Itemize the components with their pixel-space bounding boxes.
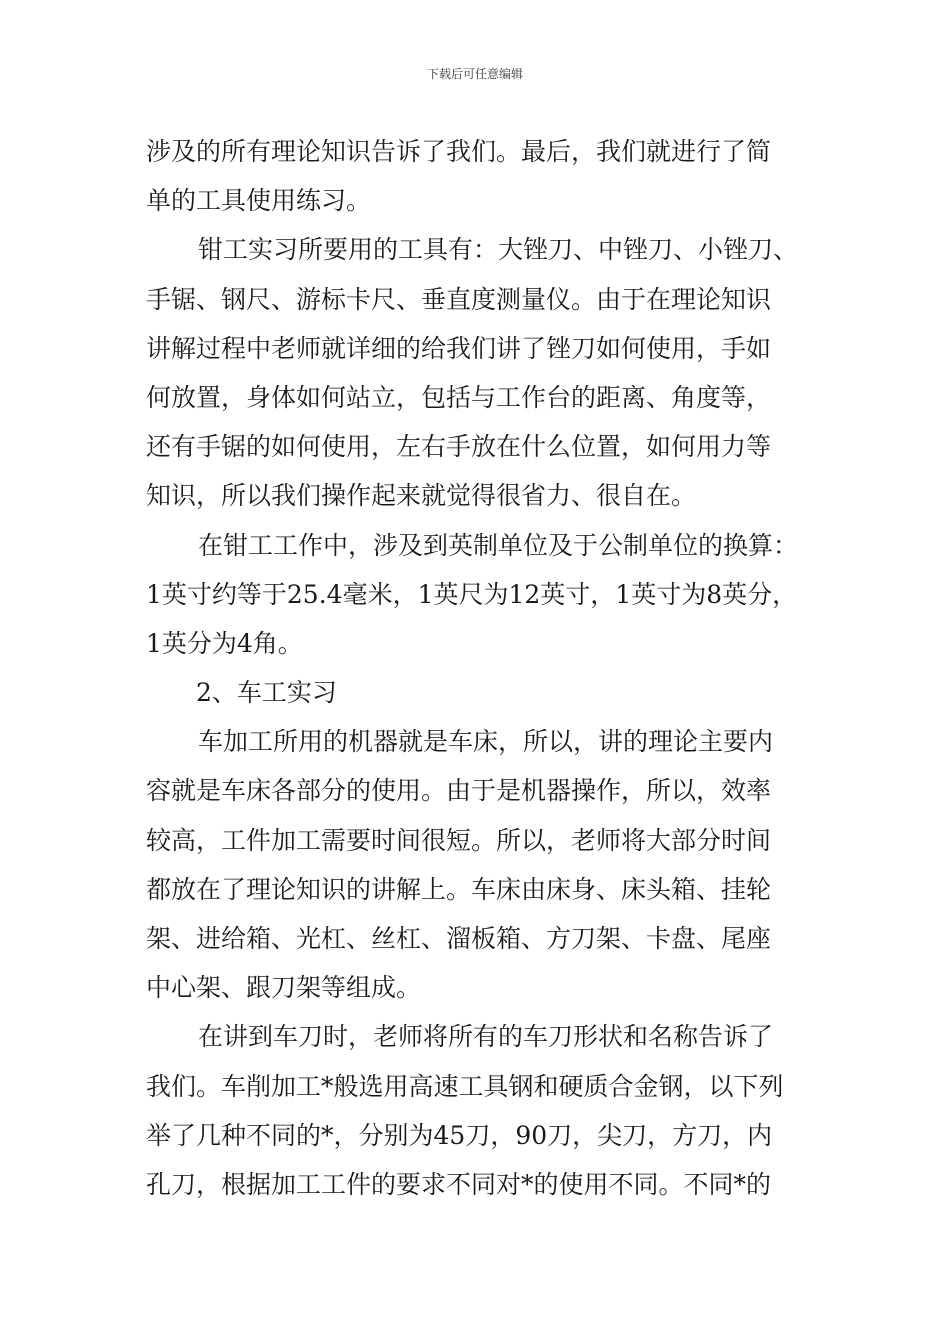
text-line: 较高，工件加工需要时间很短。所以，老师将大部分时间 [146, 825, 772, 855]
text-line: 1英寸约等于25.4毫米，1英尺为12英寸，1英寸为8英分， [146, 579, 798, 609]
text-line: 涉及的所有理论知识告诉了我们。最后，我们就进行了简 [146, 137, 772, 166]
text-line: 单的工具使用练习。 [146, 186, 372, 216]
text-line: 何放置，身体如何站立，包括与工作台的距离、角度等， [146, 382, 772, 412]
text-line: 1英分为4角。 [146, 628, 303, 658]
section-heading: 2、车工实习 [196, 678, 337, 708]
text-line: 中心架、跟刀架等组成。 [146, 973, 422, 1003]
text-line: 讲解过程中老师就详细的给我们讲了锉刀如何使用，手如 [146, 333, 772, 363]
text-line: 在讲到车刀时，老师将所有的车刀形状和名称告诉了 [198, 1022, 774, 1052]
document-body [146, 127, 836, 1209]
text-line: 孔刀，根据加工工件的要求不同对*的使用不同。不同*的 [146, 1169, 772, 1199]
page-header: 下载后可任意编辑 [426, 67, 523, 81]
text-line: 手锯、钢尺、游标卡尺、垂直度测量仪。由于在理论知识 [146, 284, 772, 314]
text-line: 架、进给箱、光杠、丝杠、溜板箱、方刀架、卡盘、尾座 [146, 924, 772, 953]
text-line: 在钳工工作中，涉及到英制单位及于公制单位的换算： [198, 530, 799, 560]
text-line: 容就是车床各部分的使用。由于是机器操作，所以，效率 [146, 776, 772, 806]
text-line: 我们。车削加工*般选用高速工具钢和硬质合金钢，以下列 [146, 1071, 784, 1101]
text-line: 车加工所用的机器就是车床，所以，讲的理论主要内 [198, 727, 774, 757]
text-line: 钳工实习所要用的工具有：大锉刀、中锉刀、小锉刀、 [198, 235, 799, 265]
text-line: 知识，所以我们操作起来就觉得很省力、很自在。 [146, 481, 697, 511]
text-line: 举了几种不同的*，分别为45刀，90刀，尖刀，方刀，内 [146, 1120, 773, 1150]
text-line: 还有手锯的如何使用，左右手放在什么位置，如何用力等 [146, 432, 772, 462]
text-line: 都放在了理论知识的讲解上。车床由床身、床头箱、挂轮 [146, 874, 772, 904]
